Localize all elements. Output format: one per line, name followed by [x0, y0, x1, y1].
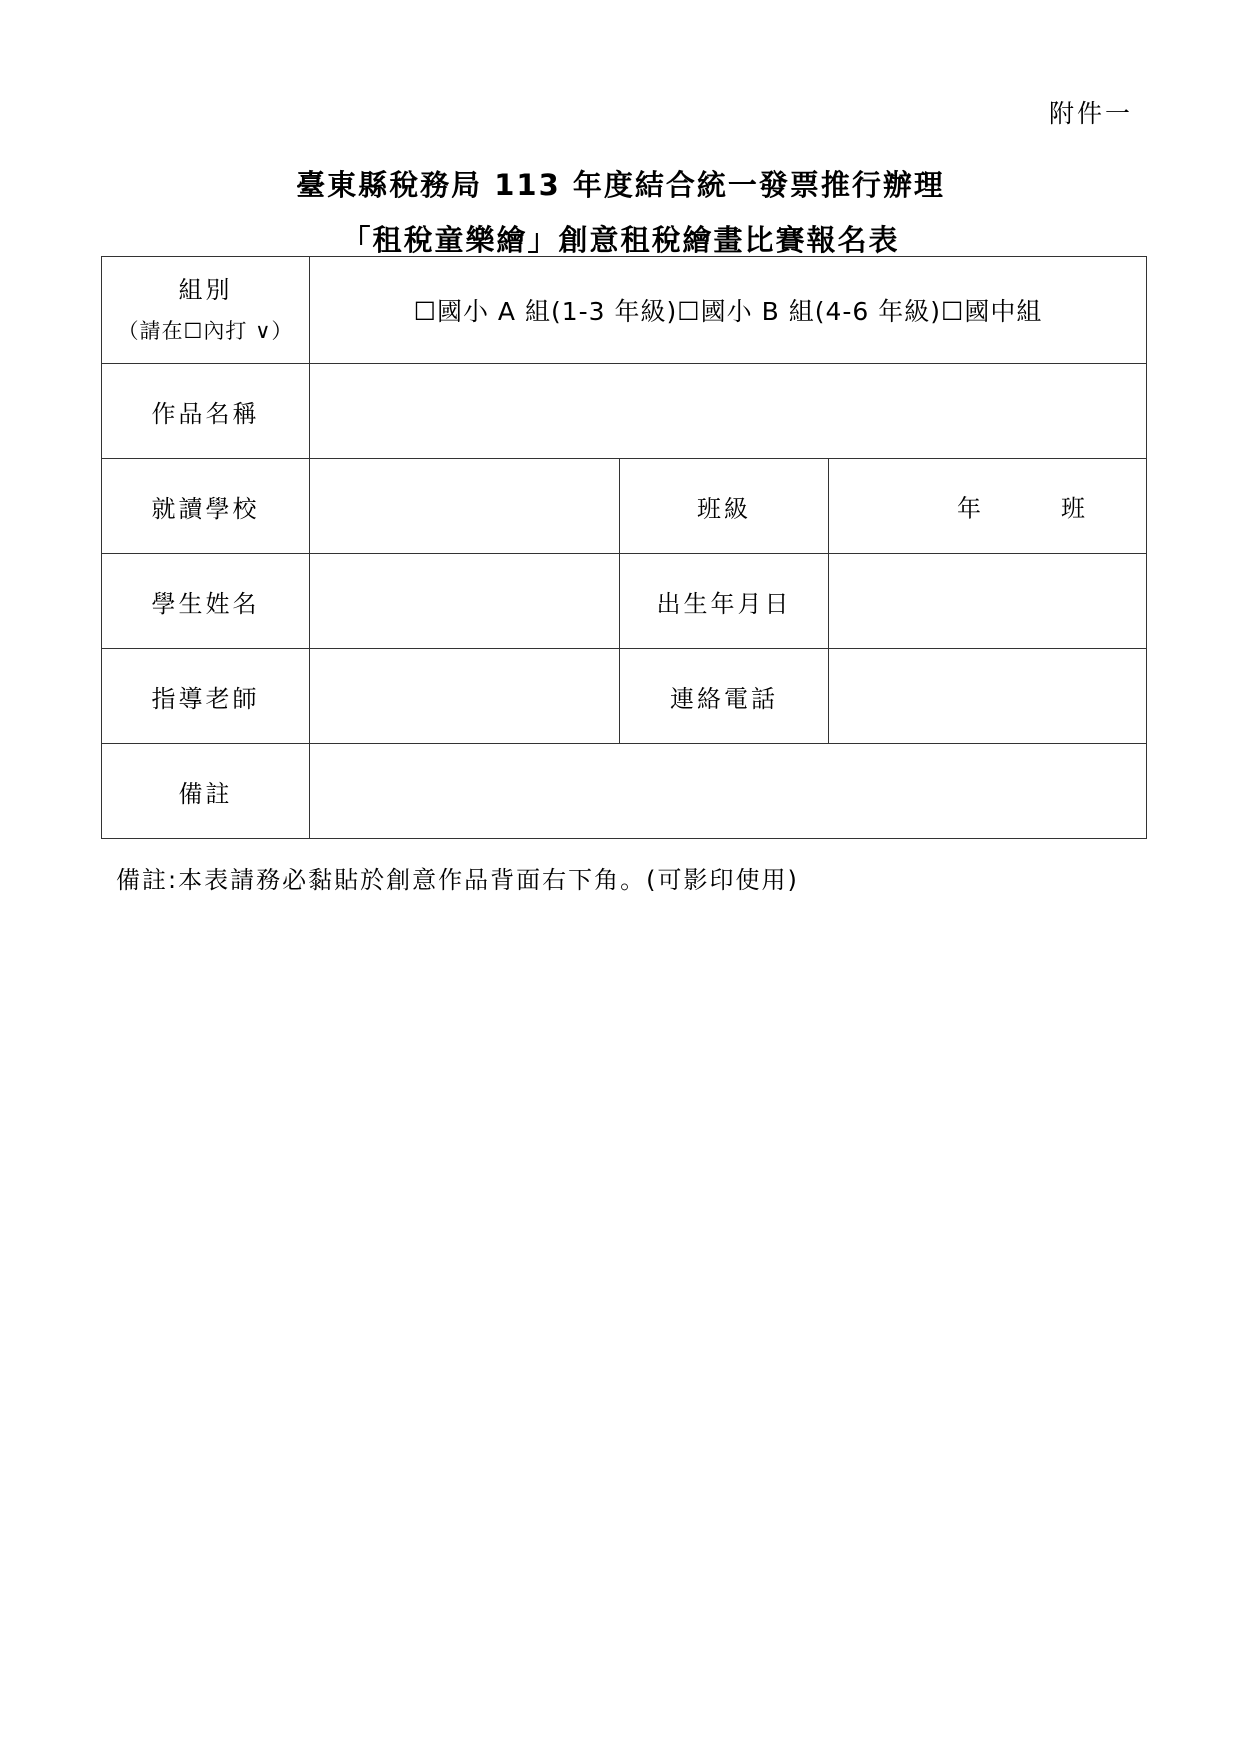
class-label: 班級 — [620, 459, 829, 554]
class-field[interactable] — [829, 459, 1147, 554]
class-class-unit: 班 — [1061, 494, 1088, 523]
group-hint: （請在☐內打 ∨） — [117, 319, 294, 343]
teacher-label: 指導老師 — [102, 649, 310, 744]
school-label: 就讀學校 — [102, 459, 310, 554]
phone-label: 連絡電話 — [620, 649, 829, 744]
attachment-label: 附件一 — [1048, 99, 1133, 128]
student-name-label: 學生姓名 — [102, 554, 310, 649]
form-title-line-2: 「租稅童樂繪」創意租稅繪畫比賽報名表 — [341, 223, 900, 257]
work-title-label: 作品名稱 — [102, 364, 310, 459]
group-label: 組別 — [178, 276, 233, 304]
class-year-unit: 年 — [957, 494, 984, 523]
form-title-line-1: 臺東縣稅務局 113 年度結合統一發票推行辦理 — [296, 168, 945, 202]
remarks-label: 備註 — [102, 744, 310, 839]
group-row — [102, 257, 1147, 364]
remarks-row — [102, 744, 1147, 839]
birthdate-label: 出生年月日 — [620, 554, 829, 649]
registration-form-table — [101, 256, 1147, 839]
school-row — [102, 459, 1147, 554]
teacher-row — [102, 649, 1147, 744]
work-title-field[interactable] — [310, 364, 1147, 459]
footer-note: 備註:本表請務必黏貼於創意作品背面右下角。(可影印使用) — [116, 866, 799, 894]
teacher-field[interactable] — [310, 649, 620, 744]
student-name-field[interactable] — [310, 554, 620, 649]
remarks-field[interactable] — [310, 744, 1147, 839]
phone-field[interactable] — [829, 649, 1147, 744]
school-field[interactable] — [310, 459, 620, 554]
student-row — [102, 554, 1147, 649]
birthdate-field[interactable] — [829, 554, 1147, 649]
work-title-row — [102, 364, 1147, 459]
group-label-cell — [102, 257, 310, 364]
group-options[interactable]: ☐國小 A 組(1-3 年級)☐國小 B 組(4-6 年級)☐國中組 — [413, 297, 1043, 326]
group-options-cell[interactable] — [310, 257, 1147, 364]
